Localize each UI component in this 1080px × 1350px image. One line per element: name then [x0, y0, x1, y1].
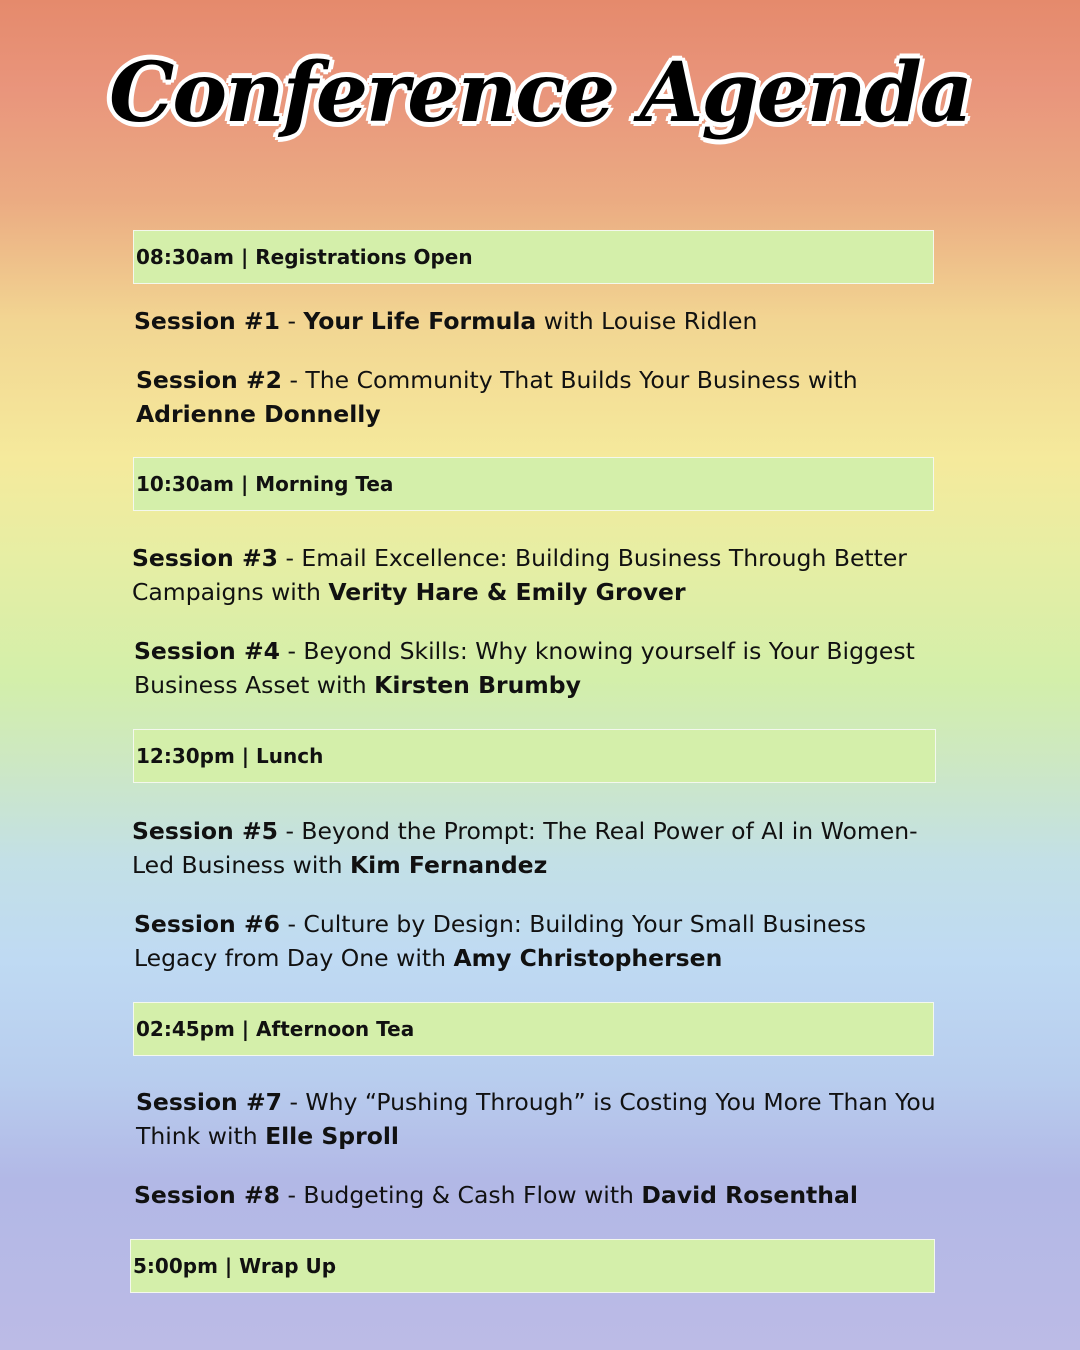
session-entry: [134, 1178, 944, 1212]
session-bold-text: Verity Hare & Emily Grover: [328, 578, 686, 606]
session-entry: [134, 634, 944, 702]
session-entry: [132, 814, 942, 882]
time-slot-label: 02:45pm | Afternoon Tea: [136, 1017, 415, 1041]
session-bold-text: Kirsten Brumby: [374, 671, 581, 699]
session-bold-text: Your Life Formula: [303, 307, 537, 335]
time-slot-bar: [133, 230, 934, 284]
session-bold-text: Session #4: [134, 637, 280, 665]
session-entry: [136, 363, 946, 431]
session-bold-text: Session #3: [132, 544, 278, 572]
session-entry: [132, 541, 942, 609]
session-bold-text: Amy Christophersen: [453, 944, 723, 972]
session-entry: [136, 1085, 946, 1153]
session-text: - Culture by Design: Building Your Small Business Legacy from Day One with: [134, 910, 867, 972]
session-bold-text: Session #2: [136, 366, 282, 394]
time-slot-bar: [133, 457, 934, 511]
session-bold-text: Session #5: [132, 817, 278, 845]
session-bold-text: David Rosenthal: [641, 1181, 858, 1209]
session-text: - Email Excellence: Building Business Through Better Campaigns with: [132, 544, 907, 606]
session-bold-text: Session #8: [134, 1181, 280, 1209]
time-slot-bar: [133, 1002, 934, 1056]
session-bold-text: Session #1: [134, 307, 280, 335]
session-bold-text: Elle Sproll: [265, 1122, 399, 1150]
session-text: - Beyond Skills: Why knowing yourself is Your Biggest Business Asset with: [134, 637, 915, 699]
time-slot-bar: [133, 729, 936, 783]
session-bold-text: Session #6: [134, 910, 280, 938]
session-text: - Why “Pushing Through” is Costing You More Than You Think with: [136, 1088, 936, 1150]
time-slot-label: 08:30am | Registrations Open: [136, 245, 473, 269]
time-slot-label: 10:30am | Morning Tea: [136, 472, 394, 496]
time-slot-label: 12:30pm | Lunch: [136, 744, 324, 768]
session-bold-text: Kim Fernandez: [349, 851, 548, 879]
session-text: - Budgeting & Cash Flow with: [280, 1181, 642, 1209]
time-slot-bar: [130, 1239, 935, 1293]
session-text: - The Community That Builds Your Business with: [282, 366, 858, 394]
session-text: - Beyond the Prompt: The Real Power of AI in Women-Led Business with: [132, 817, 918, 879]
session-entry: [134, 907, 944, 975]
session-text: -: [280, 307, 304, 335]
session-bold-text: Session #7: [136, 1088, 282, 1116]
page-title: Conference Agenda: [109, 45, 971, 141]
session-bold-text: Adrienne Donnelly: [136, 400, 381, 428]
session-entry: [134, 304, 944, 338]
time-slot-label: 5:00pm | Wrap Up: [133, 1254, 337, 1278]
session-text: with Louise Ridlen: [536, 307, 758, 335]
